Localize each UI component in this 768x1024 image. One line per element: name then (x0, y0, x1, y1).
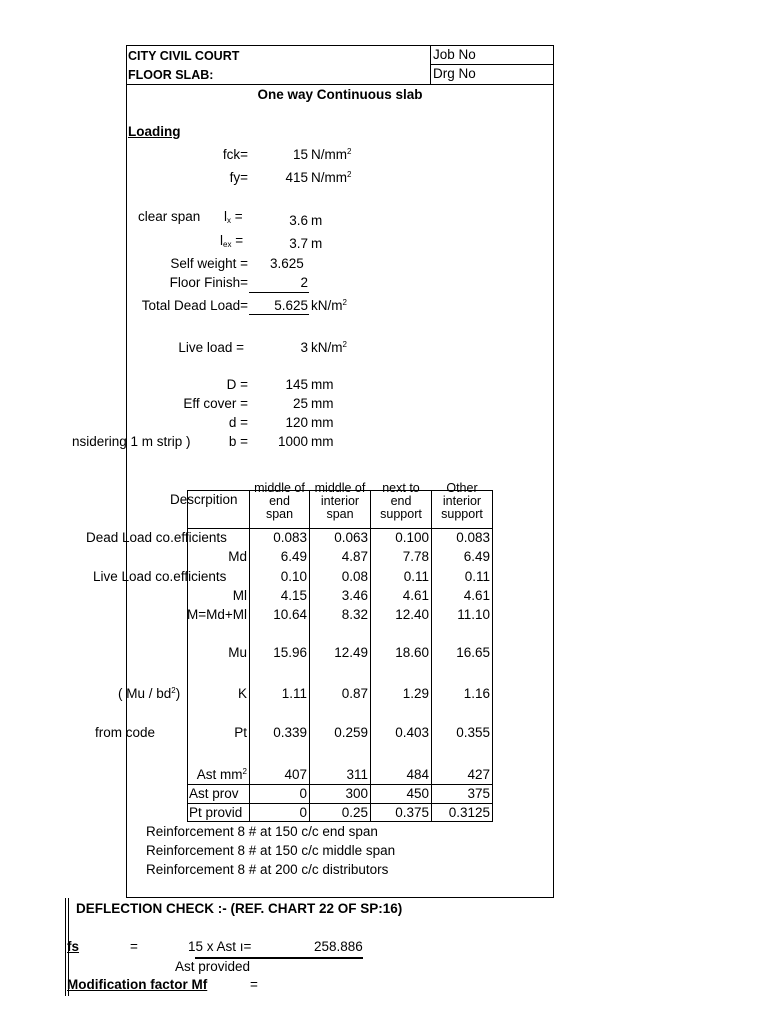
cell-K-3: 1.29 (402, 686, 429, 701)
b-label: b = (228, 434, 248, 449)
cell-Pt-3: 0.403 (395, 725, 429, 740)
project-name: CITY CIVIL COURT (128, 49, 240, 63)
col-header-interior-support: Other interior support (441, 481, 483, 521)
cell-Md-3: 7.78 (402, 549, 429, 564)
floor-finish-label: Floor Finish= (169, 275, 248, 290)
cell-K-1: 1.11 (281, 686, 307, 701)
reinforcement-end-span: Reinforcement 8 # at 150 c/c end span (146, 824, 378, 839)
from-code-note: from code (95, 725, 156, 740)
lx-symbol: $l_x$ = (224, 209, 243, 225)
cell-Ast-prov-3: 450 (406, 786, 429, 801)
cover-unit: mm (311, 396, 334, 411)
loading-heading: Loading (128, 124, 181, 139)
row-label-Ast-prov: Ast prov (189, 786, 239, 801)
fs-equals: = (130, 939, 138, 954)
cell-Md-4: 6.49 (463, 549, 490, 564)
self-weight-label: Self weight = (170, 256, 248, 271)
d-unit: mm (311, 415, 334, 430)
cell-Mu-4: 16.65 (456, 645, 490, 660)
cell-Pt-prov-4: 0.3125 (448, 805, 490, 820)
mf-label: Modification factor Mf (67, 977, 208, 992)
live-load-unit: $kN/m^2$ (311, 340, 347, 355)
col-header-end-span: middle of end span (254, 481, 305, 521)
cell-dead-coef-1: 0.083 (273, 530, 307, 545)
k-note: ( Mu / $bd^2$) (118, 686, 181, 701)
fy-label: fy= (229, 170, 248, 185)
row-label-Mu: Mu (228, 645, 247, 660)
cell-Mu-3: 18.60 (395, 645, 429, 660)
lex-unit: m (311, 236, 323, 251)
cell-Ast-prov-2: 300 (345, 786, 368, 801)
row-label-M: M=Md+Ml (186, 607, 247, 622)
cell-Pt-4: 0.355 (456, 725, 490, 740)
cell-live-coef-2: 0.08 (341, 569, 368, 584)
live-load-value: 3 (300, 340, 308, 355)
frame-bottom (126, 897, 554, 898)
cell-K-4: 1.16 (463, 686, 490, 701)
b-value: 1000 (277, 434, 308, 449)
floor-finish-value: 2 (300, 275, 308, 290)
frame-right (553, 45, 554, 898)
cell-Ast-4: 427 (467, 767, 490, 782)
cell-Ml-3: 4.61 (402, 588, 429, 603)
fs-value: 258.886 (314, 939, 363, 954)
cell-Ast-prov-1: 0 (299, 786, 307, 801)
lx-unit: m (311, 213, 323, 228)
total-dead-value: 5.625 (274, 298, 308, 313)
row-label-Pt: Pt (234, 725, 247, 740)
cell-live-coef-4: 0.11 (464, 569, 490, 584)
D-unit: mm (311, 377, 334, 392)
D-value: 145 (285, 377, 308, 392)
fs-formula: 15 x Ast ı= (188, 939, 252, 954)
row-label-Pt-prov: Pt provid (189, 805, 243, 820)
cell-Ml-1: 4.15 (280, 588, 307, 603)
deflection-heading: DEFLECTION CHECK :- (REF. CHART 22 OF SP:16) (76, 901, 403, 916)
lx-value: 3.6 (289, 213, 308, 228)
element-name: FLOOR SLAB: (128, 68, 214, 82)
cell-Md-1: 6.49 (280, 549, 307, 564)
clear-span-label: clear span (138, 209, 201, 224)
deflection-bar-1 (65, 898, 66, 996)
cell-dead-coef-2: 0.063 (334, 530, 368, 545)
cell-Ast-3: 484 (406, 767, 429, 782)
fck-unit: $N/mm^2$ (311, 147, 352, 162)
drg-no-label: Drg No (433, 66, 476, 81)
col-header-interior-span: middle of interior span (314, 481, 366, 521)
row-label-Ml: Ml (232, 588, 247, 603)
live-load-label: Live load = (178, 340, 244, 355)
dead-coef-note: Dead Load co.efficients (86, 530, 227, 545)
page-title: One way Continuous slab (257, 87, 423, 102)
cell-K-2: 0.87 (341, 686, 368, 701)
table-row-astprov (187, 784, 493, 785)
desc-header: Descrpition (170, 492, 238, 507)
cell-M-3: 12.40 (395, 607, 429, 622)
mf-equals: = (250, 977, 258, 992)
cell-Pt-1: 0.339 (273, 725, 307, 740)
d-value: 120 (285, 415, 308, 430)
lex-symbol: $l_{ex}$ = (220, 233, 244, 249)
frame-top (126, 45, 554, 46)
d-label: d = (228, 415, 248, 430)
self-weight-value: 3.625 (270, 256, 304, 271)
b-unit: mm (311, 434, 334, 449)
cell-Mu-2: 12.49 (334, 645, 368, 660)
fs-denominator: Ast provided (175, 959, 251, 974)
table-header-bottom (187, 528, 493, 529)
table-row-ptprov (187, 803, 493, 804)
job-no-label: Job No (433, 47, 476, 62)
cell-Pt-prov-3: 0.375 (395, 805, 429, 820)
total-dead-unit: $kN/m^2$ (311, 298, 347, 313)
cover-label: Eff cover = (183, 396, 248, 411)
cell-M-1: 10.64 (273, 607, 307, 622)
cell-Ast-1: 407 (284, 767, 307, 782)
strip-note: nsidering 1 m strip ) (72, 434, 191, 449)
cell-dead-coef-4: 0.083 (456, 530, 490, 545)
cell-Pt-2: 0.259 (334, 725, 368, 740)
fs-label: fs (67, 939, 80, 954)
lex-value: 3.7 (289, 236, 308, 251)
cell-Pt-prov-2: 0.25 (341, 805, 368, 820)
floor-finish-underline (249, 292, 309, 293)
cell-Ml-4: 4.61 (463, 588, 490, 603)
row-label-Ast: Ast $mm^2$ (196, 767, 247, 782)
fck-label: fck= (222, 147, 248, 162)
header-divider-h1 (430, 64, 554, 65)
frame-left (126, 45, 127, 898)
total-dead-label: Total Dead Load= (141, 298, 248, 313)
cell-Pt-prov-1: 0 (299, 805, 307, 820)
col-header-end-support: next to end support (380, 481, 422, 521)
cover-value: 25 (292, 396, 308, 411)
cell-M-2: 8.32 (341, 607, 368, 622)
table-right (492, 490, 493, 822)
row-label-K: K (237, 686, 247, 701)
D-label: D = (226, 377, 248, 392)
table-bottom (187, 821, 493, 822)
fy-value: 415 (285, 170, 308, 185)
reinforcement-middle-span: Reinforcement 8 # at 150 c/c middle span (146, 843, 396, 858)
cell-Ast-prov-4: 375 (467, 786, 490, 801)
row-label-Md: Md (228, 549, 247, 564)
reinforcement-distributors: Reinforcement 8 # at 200 c/c distributors (146, 862, 389, 877)
total-dead-underline (249, 314, 309, 315)
cell-live-coef-1: 0.10 (280, 569, 307, 584)
cell-live-coef-3: 0.11 (403, 569, 429, 584)
cell-Ml-2: 3.46 (341, 588, 368, 603)
header-divider-h2 (126, 84, 554, 85)
cell-dead-coef-3: 0.100 (395, 530, 429, 545)
cell-Md-2: 4.87 (341, 549, 368, 564)
cell-Mu-1: 15.96 (273, 645, 307, 660)
cell-M-4: 11.10 (457, 607, 490, 622)
live-coef-note: Live Load co.efficients (93, 569, 227, 584)
cell-Ast-2: 311 (346, 767, 368, 782)
fy-unit: $N/mm^2$ (311, 170, 352, 185)
fck-value: 15 (292, 147, 308, 162)
